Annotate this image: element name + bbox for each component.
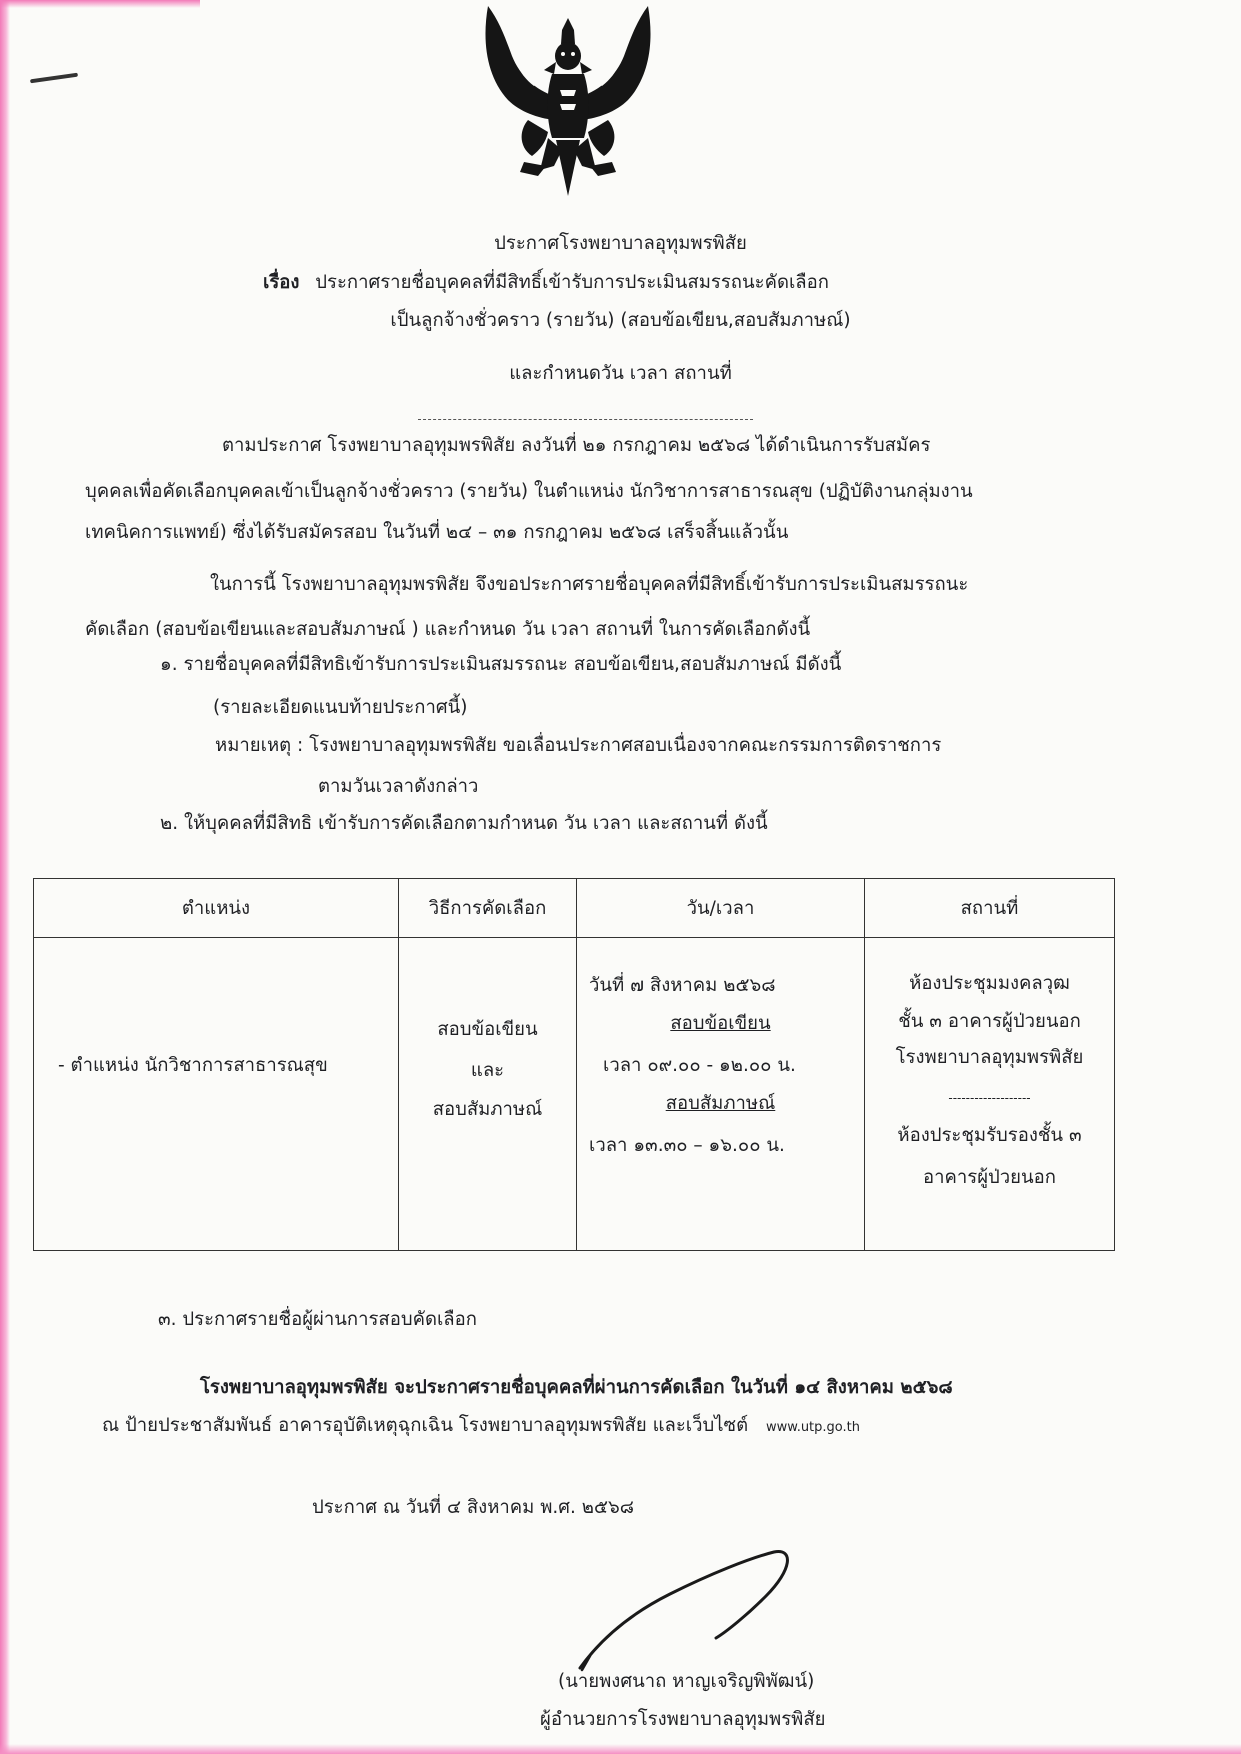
interview-label: สอบสัมภาษณ์ bbox=[665, 1093, 776, 1114]
note-line-1: หมายเหตุ : โรงพยาบาลอุทุมพรพิสัย ขอเลื่อนประกาศสอบเนื่องจากคณะกรรมการติดราชการ bbox=[215, 735, 942, 756]
header-divider bbox=[418, 419, 753, 420]
page-edge-left bbox=[0, 0, 10, 1754]
announcement-date: ประกาศ ณ วันที่ ๔ สิงหาคม พ.ศ. ๒๕๖๘ bbox=[312, 1497, 635, 1518]
venue-written-3: โรงพยาบาลอุทุมพรพิสัย bbox=[895, 1047, 1084, 1068]
page-edge-top bbox=[0, 0, 200, 8]
venue-separator: ------------------- bbox=[948, 1091, 1031, 1105]
method-and: และ bbox=[470, 1060, 505, 1081]
venue-written-1: ห้องประชุมมงคลวุฒ bbox=[909, 973, 1070, 994]
paragraph-2-line-2: คัดเลือก (สอบข้อเขียนและสอบสัมภาษณ์ ) และกำหนด วัน เวลา สถานที่ ในการคัดเลือกดังนี้ bbox=[85, 619, 811, 640]
signer-title: ผู้อำนวยการโรงพยาบาลอุทุมพรพิสัย bbox=[540, 1709, 826, 1730]
cell-venue bbox=[865, 938, 1115, 1251]
results-line-2: ณ ป้ายประชาสัมพันธ์ อาคารอุบัติเหตุฉุกเฉิน โรงพยาบาลอุทุมพรพิสัย และเว็บไซต์ bbox=[102, 1415, 749, 1436]
garuda-emblem-icon bbox=[468, 0, 668, 205]
header-venue: สถานที่ bbox=[865, 879, 1115, 938]
list-item-1: ๑. รายชื่อบุคคลที่มีสิทธิเข้ารับการประเมินสมรรถนะ สอบข้อเขียน,สอบสัมภาษณ์ มีดังนี้ bbox=[160, 654, 842, 675]
method-interview: สอบสัมภาษณ์ bbox=[432, 1099, 543, 1120]
subject-line-1: ประกาศรายชื่อบุคคลที่มีสิทธิ์เข้ารับการประเมินสมรรถนะคัดเลือก bbox=[315, 272, 829, 293]
schedule-table bbox=[33, 878, 1115, 1251]
list-item-3: ๓. ประกาศรายชื่อผู้ผ่านการสอบคัดเลือก bbox=[158, 1309, 477, 1330]
cell-method bbox=[399, 938, 577, 1251]
note-line-2: ตามวันเวลาดังกล่าว bbox=[318, 776, 479, 797]
results-line-1: โรงพยาบาลอุทุมพรพิสัย จะประกาศรายชื่อบุคคลที่ผ่านการคัดเลือก ในวันที่ ๑๔ สิงหาคม ๒๕๖๘ bbox=[200, 1377, 953, 1398]
announcement-title: ประกาศโรงพยาบาลอุทุมพรพิสัย bbox=[494, 233, 747, 254]
written-exam-label: สอบข้อเขียน bbox=[670, 1013, 771, 1034]
subject-label: เรื่อง bbox=[263, 272, 300, 293]
header-position: ตำแหน่ง bbox=[34, 879, 399, 938]
header-datetime: วัน/เวลา bbox=[577, 879, 865, 938]
position-text: - ตำแหน่ง นักวิชาการสาธารณสุข bbox=[58, 1055, 328, 1076]
subject-line-3: และกำหนดวัน เวลา สถานที่ bbox=[509, 363, 732, 384]
venue-interview-2: อาคารผู้ป่วยนอก bbox=[923, 1167, 1056, 1188]
venue-interview-1: ห้องประชุมรับรองชั้น ๓ bbox=[897, 1125, 1082, 1146]
list-item-1-detail: (รายละเอียดแนบท้ายประกาศนี้) bbox=[213, 697, 468, 718]
signature-mark bbox=[560, 1540, 800, 1680]
paragraph-1-line-2: บุคคลเพื่อคัดเลือกบุคคลเข้าเป็นลูกจ้างชั่วคราว (รายวัน) ในตำแหน่ง นักวิชาการสาธารณสุข (ปฏิบัติงานกลุ่มงาน bbox=[85, 481, 973, 502]
paragraph-1-line-1: ตามประกาศ โรงพยาบาลอุทุมพรพิสัย ลงวันที่ ๒๑ กรกฎาคม ๒๕๖๘ ได้ดำเนินการรับสมัคร bbox=[222, 435, 931, 456]
paragraph-2-line-1: ในการนี้ โรงพยาบาลอุทุมพรพิสัย จึงขอประกาศรายชื่อบุคคลที่มีสิทธิ์เข้ารับการประเมินสมรรถนะ bbox=[210, 574, 969, 595]
website-link[interactable]: www.utp.go.th bbox=[765, 1420, 860, 1435]
paragraph-1-line-3: เทคนิคการแพทย์) ซึ่งได้รับสมัครสอบ ในวันที่ ๒๔ – ๓๑ กรกฎาคม ๒๕๖๘ เสร็จสิ้นแล้วนั้น bbox=[85, 522, 789, 543]
table-row bbox=[34, 938, 1115, 1251]
written-exam-time: เวลา ๐๙.๐๐ - ๑๒.๐๐ น. bbox=[603, 1055, 796, 1076]
cell-position bbox=[34, 938, 399, 1251]
page-edge-bottom bbox=[0, 1744, 1241, 1754]
method-written: สอบข้อเขียน bbox=[437, 1019, 538, 1040]
header-method: วิธีการคัดเลือก bbox=[399, 879, 577, 938]
venue-written-2: ชั้น ๓ อาคารผู้ป่วยนอก bbox=[898, 1011, 1081, 1032]
list-item-2: ๒. ให้บุคคลที่มีสิทธิ เข้ารับการคัดเลือกตามกำหนด วัน เวลา และสถานที่ ดังนี้ bbox=[160, 813, 768, 834]
table-header-row bbox=[34, 879, 1115, 938]
exam-date: วันที่ ๗ สิงหาคม ๒๕๖๘ bbox=[589, 975, 776, 996]
stray-pen-mark bbox=[30, 73, 78, 84]
subject-line-2: เป็นลูกจ้างชั่วคราว (รายวัน) (สอบข้อเขียน,สอบสัมภาษณ์) bbox=[390, 310, 851, 331]
cell-datetime bbox=[577, 938, 865, 1251]
interview-time: เวลา ๑๓.๓๐ – ๑๖.๐๐ น. bbox=[589, 1135, 785, 1156]
signer-name: (นายพงศนาถ หาญเจริญพิพัฒน์) bbox=[558, 1671, 815, 1692]
